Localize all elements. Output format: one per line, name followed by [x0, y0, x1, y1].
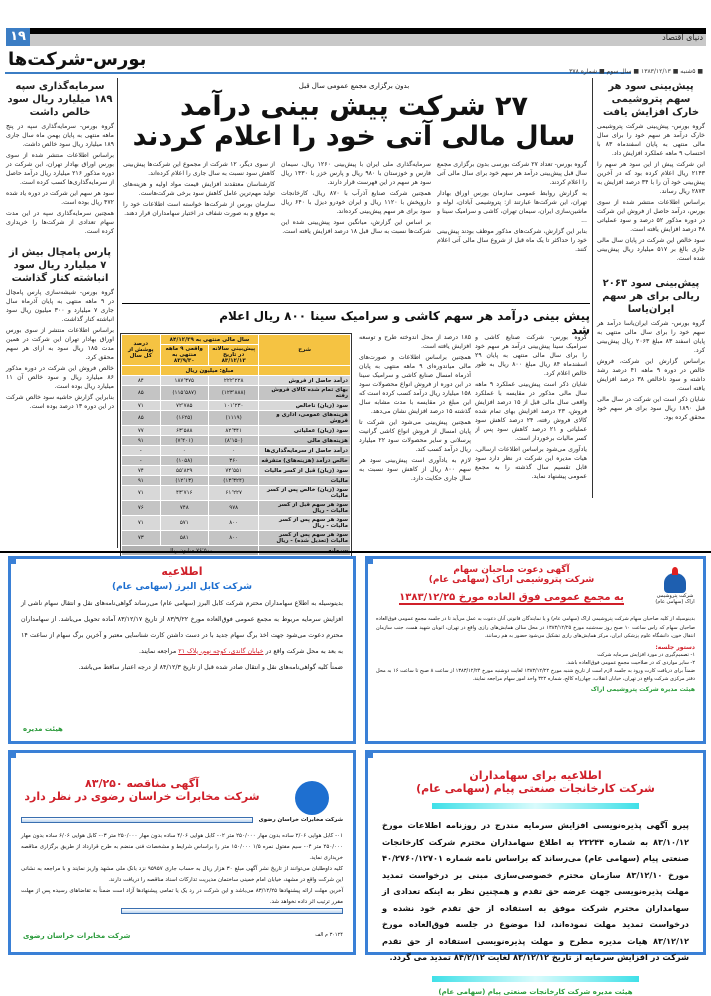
paragraph: همچنین شرکت صنایع آذرآب با ۸۷۰ ریال، کارخانجات داروپخش با ۱۱۲۰ ریال و ایران خودرو دیزل با ۶۴۰ ریال سود برای هر سهم پیش‌بینی کرده‌اند. — [281, 190, 431, 215]
row-label: هزینه‌های عمومی، اداری و فروش — [259, 411, 351, 426]
cell: ۲۲۲٬۲۲۸ — [208, 376, 258, 386]
table-row — [122, 401, 351, 411]
text-column — [359, 333, 471, 545]
paragraph: سود خالص این شرکت در پایان سال مالی جاری بالغ بر ۵۱۷ میلیارد ریال پیش‌بینی شده است. — [597, 237, 705, 262]
cell: ۸۴ — [122, 376, 161, 386]
column-header: پیش‌بینی سالانه در تاریخ ۸۳/۱۲/۱۳ — [208, 345, 258, 366]
text-column — [475, 333, 587, 545]
left-column — [6, 80, 114, 413]
paragraph: همچنین براساس اطلاعات و صورت‌های مالی میاندوره‌ای ۹ ماهه منتهی به پایان آذرماه امسال صنایع کاشی و سرامیک سینا در این دوره از فروش انواع محصولات سود ۱۵۸ میلیارد ریال درآمد کسب کرده است که این مبلغ در مقایسه با مدت مشابه سال گذشته ۱۵ درصد افزایش نشان می‌دهد. — [359, 354, 471, 415]
divider — [0, 551, 711, 553]
cell: ۷۳ — [122, 531, 161, 546]
cell: ۶۱٬۲۲۷ — [208, 486, 258, 501]
cell: ۶۳٬۵۸۸ — [160, 426, 208, 436]
cell: ۸۰۰ — [208, 531, 258, 546]
cell: (۱۳٬۳۲۴) — [208, 476, 258, 486]
story-title: پیش‌بینی سود هر سهم پتروشیمی خارک افزایش یافت — [602, 81, 700, 118]
row-label: بهای تمام شده کالای فروش رفته — [259, 386, 351, 401]
column-header: سال مالی منتهی به ۸۴/۱۲/۲۹ — [160, 335, 259, 345]
ad-footer: شرکت مخابرات خراسان رضوی — [23, 932, 131, 940]
company-logo: شرکت پتروشیمی اراک (سهامی عام) — [655, 573, 695, 605]
cell: ۷۷ — [122, 426, 161, 436]
ad-body: ۰۱- کابل هوایی ۲/۰۶ ساده بدون مهار ۲۵۰/۰۰۰ متر ۰۲- کابل هوایی ۴/۰۶ ساده بدون مهار ۲۵۰/۰۰۰ متر ۰۳- کابل هوایی ۶/۰۶ ساده بدون مهار ۲۵۰/۰۰۰ متر ۰۴- سیم مفتول نمره ۱/۵ ۱۵۰/۰۰۰ متر را براساس شرایط و مشخصات فنی منضم به طرح قرارداد از طریق برگزاری مناقصه خریداری نماید. کلیه داوطلبان می‌توانند از تاریخ نشر آگهی مبلغ ۳۰ هزار ریال به حساب جاری ۹۵۹۵۷ نزد بانک ملی مشهد واریز نمایند و با مراجعه به نشانی این شرکت واقع در مشهد، خیابان امام خمینی ساختمان مدیریت تدارکات اسناد مناقصه را دریافت دارند. آخرین مهلت ارائه پیشنهادها ۸۳/۱۲/۲۵ می‌باشد و این شرکت در رد یک یا تمامی پیشنهادها آزاد است ضمناً به تقاضاهای رسیده پس از مهلت مقرر ترتیب اثر داده نخواهد شد. — [21, 833, 344, 905]
cell: ۷۱ — [122, 401, 161, 411]
section-rule — [5, 72, 631, 74]
paragraph: بر اساس این گزارش، میانگین سود پیش‌بینی شده این شرکت‌ها نسبت به سال قبل ۱۸ درصد افزایش یافته است. — [281, 219, 431, 235]
row-label: سود هر سهم پس از کسر مالیات - ریال — [259, 516, 351, 531]
cell: (۱۰۵۸) — [160, 456, 208, 466]
cell: ۷۱ — [122, 516, 161, 531]
table-row — [122, 501, 351, 516]
column-header: شرح — [259, 335, 351, 366]
ad-title: شرکت مخابرات خراسان رضوی در نظر دارد — [24, 790, 260, 803]
unit-label: مبلغ: میلیون ریال — [160, 366, 259, 376]
paragraph: شایان ذکر است این شرکت در سال مالی قبل ۱۸۹۰ ریال سود برای هر سهم خود محقق کرده بود. — [597, 396, 705, 421]
text-column — [281, 160, 431, 300]
table-row — [122, 376, 351, 386]
ad-mokhaberat-khorasan — [8, 750, 356, 955]
headline-line: سال مالی آتی خود را اعلام کردند — [132, 121, 576, 152]
cell: (۱۱۱۹) — [208, 411, 258, 426]
text-column — [123, 160, 275, 300]
right-column — [597, 80, 705, 424]
ad-title: به مجمع عمومی فوق العاده مورخ ۱۳۸۳/۱۲/۲۵ — [399, 592, 624, 603]
subheadline: پیش بینی درآمد هر سهم کاشی و سرامیک سینا ۸۰۰ ریال اعلام شد — [219, 309, 590, 337]
ad-title: آگهی مناقصه ۸۳/۲۵۰ — [85, 777, 199, 790]
row-label: سود (زیان) خالص پس از کسر مالیات — [259, 486, 351, 501]
cell: ۵۵٬۸۲۹ — [160, 466, 208, 476]
decorative-bar — [21, 817, 253, 823]
cell: ۱۰۱٬۲۳۰ — [208, 401, 258, 411]
ad-title: شرکت کارخانجات صنعتی پیام (سهامی عام) — [416, 782, 655, 795]
paragraph: گروه بورس- سرمایه‌گذاری سپه در پنج ماهه منتهی به پایان بهمن ماه سال جاری ۱۸۹ میلیارد ریال سود خالص داشت. — [6, 123, 114, 148]
decorative-bar — [432, 803, 639, 809]
row-label: سود (زیان) قبل از کسر مالیات — [259, 466, 351, 476]
row-label: سود (زیان) عملیاتی — [259, 426, 351, 436]
cell: (۱۱۵٬۵۸۷) — [160, 386, 208, 401]
section-title: بورس-شرکت‌ها — [8, 49, 147, 70]
paragraph: براساس گزارش این شرکت، فروش خالص در دوره ۹ ماهه ۴۱ درصد رشد داشته و سود ناخالص ۳۸ درصد افزایش یافته است. — [597, 358, 705, 392]
row-label: سود هر سهم قبل از کسر مالیات - ریال — [259, 501, 351, 516]
cell: ۰ — [160, 446, 208, 456]
telecom-logo-icon — [295, 781, 329, 815]
paragraph: گروه بورس- شیشه‌سازی پارس پامچال در ۹ ماهه منتهی به پایان آذرماه سال جاری ۷ میلیارد و ۳۰۰ میلیون ریال سود انباشته کنار گذاشت. — [6, 289, 114, 323]
story-title: پیش‌بینی سود ۲۰۶۳ ریالی برای هر سهم ایران‌یاسا — [602, 278, 700, 315]
row-label: سود (زیان) ناخالص — [259, 401, 351, 411]
agenda: ۱- تصمیم‌گیری در مورد افزایش سرمایه شرکت ۲- سایر مواردی که در صلاحیت مجمع عمومی فوق‌العاده باشد. — [566, 651, 695, 666]
ad-kabl-alborz — [8, 556, 356, 744]
paragraph: شایان ذکر است پیش‌بینی عملکرد ۹ ماهه سال مالی مذکور در مقایسه با عملکرد واقعی سال مالی قبل از ۱۵ درصد افزایش فروش، ۲۳ درصد افزایش بهای تمام شده کالای فروش رفته، ۲۴ درصد کاهش سود عملیاتی و ۲۱ درصد کاهش سود پس از کسر مالیات برخوردار است. — [475, 381, 587, 442]
paragraph: این شرکت پیش از این سود هر سهم را ۲۱۴۳ ریال اعلام کرده بود که در آخرین پیش‌بینی خود آن را با ۳۴ درصد افزایش به ۲۸۷۳ ریال رساند. — [597, 161, 706, 195]
cell: ۹۱ — [122, 436, 161, 446]
ad-body: پیرو آگهی پذیره‌نویسی افزایش سرمایه مندرج در روزنامه اطلاعات مورخ ۸۳/۱۰/۱۲ به شماره ۲۳۲۴۴ به اطلاع سهامداران محترم شرکت کارخانجات صنعتی پیام (سهامی عام) می‌رساند که براساس نامه شماره ۴۰/۲۷۶۰/۱۲۷۰۱ مورخ ۸۳/۱۲/۱۰ سازمان محترم خصوصی‌سازی مبنی بر درخواست تمدید مهلت پذیره‌نویسی جهت عرضه حق تقدم و همچنین نظر به اینکه تعدادی از سهامداران محترم شرکت موفق به استفاده از حق تقدم خود نشده و درخواست تمدید مهلت نموده‌اند، لذا موضوع در جلسه فوق‌العاده مورخ ۸۳/۱۲/۱۲ هیات مدیره مطرح و مهلت پذیره‌نویسی استفاده از حق تقدم شرکت در افزایش سرمایه از تاریخ ۸۳/۱۲/۱۲ لغایت ۸۴/۲/۱۲ تمدید می گردد. — [382, 820, 689, 962]
paragraph: براساس اطلاعات منتشر شده از سوی بورس اوراق بهادار تهران، این شرکت در دوره مذکور ۲۱۶ میلیارد ریال درآمد حاصل از سرمایه‌گذاری‌ها کسب کرده است. — [6, 152, 114, 186]
ad-company: شرکت کابل البرز (سهامی عام) — [112, 582, 252, 592]
story-title: سرمایه‌گذاری سپه ۱۸۹ میلیارد ریال سود خالص داشت — [7, 81, 113, 118]
cell: ۸۵ — [122, 411, 161, 426]
paragraph: بنابراین گزارش حاشیه سود خالص شرکت در این دوره ۱۳ درصد بوده است. — [6, 394, 114, 410]
headline — [120, 92, 588, 152]
paragraph: سازمان بورس از شرکت‌ها خواسته است اطلاعات خود را به موقع و به صورت شفاف در اختیار سهامداران قرار دهند. — [123, 201, 275, 217]
paragraph: سود هر سهم این شرکت در دوره یاد شده ۴۷۲ ریال بوده است. — [6, 190, 114, 206]
text-column — [437, 160, 587, 300]
cell: ۷۴ — [122, 466, 161, 476]
headline-line: ۲۷ شرکت پیش بینی درآمد — [180, 91, 528, 122]
ad-title: شرکت پتروشیمی اراک (سهامی عام) — [428, 575, 595, 585]
cell: ۴۳٬۷۱۶ — [160, 486, 208, 501]
cell: - — [122, 446, 161, 456]
cell: ۹۱ — [122, 476, 161, 486]
paragraph: گروه بورس- تعداد ۲۷ شرکت بورسی بدون برگزاری مجمع سال قبل پیش‌بینی درآمد هر سهم خود برای سال مالی آتی را اعلام کردند. — [437, 161, 587, 186]
row-label: سود هر سهم پس از کسر مالیات (تعدیل شده) - ریال — [259, 531, 351, 546]
ad-code: ۳۰۱۲۴ م الف — [315, 932, 343, 938]
paragraph: براساس اطلاعات منتشر شده از سوی بورس، درآمد حاصل از فروش این شرکت در دوره مذکور ۵۲ درصد و سود عملیاتی ۴۸ درصد افزایش یافته است. — [597, 199, 706, 233]
paragraph: گروه بورس- پیش‌بینی شرکت پتروشیمی خارک درآمد هر سهم خود را برای سال مالی منتهی به پایان اسفندماه ۸۳ با احتساب ۹ ماهه عملکرد افزایش داد. — [597, 123, 705, 157]
paragraph: گروه بورس- شرکت صنایع کاشی و سرامیک سینا پیش‌بینی درآمد هر سهم خود را برای سال مالی منتهی به پایان ۲۹ اسفندماه ۸۴ ریال مبلغ ۸۰۰ ریال به طور خالص اعلام کرد. — [475, 334, 587, 377]
paragraph: خالص فروش این شرکت در دوره مذکور ۸۶ میلیارد ریال و سود خالص آن ۱۱ میلیارد ریال بوده است. — [6, 365, 114, 390]
paragraph: لازم به یادآوری است پیش‌بینی سود هر سهم ۸۰۰ ریال از کاهش سود نسبت به سال جاری حکایت دارد. — [359, 457, 471, 482]
ad-footer: هیئت مدیره شرکت پتروشیمی اراک — [590, 685, 695, 693]
ad-body: بدینوسیله به اطلاع سهامداران محترم شرکت کابل البرز (سهامی عام) می‌رساند گواهی‌نامه‌های نقل و انتقال سهام ناشی از افزایش سرمایه مربوط به مجمع عمومی فوق‌العاده مورخ ۸۳/۹/۲۲ از تاریخ ۸۳/۱۲/۱۷ آماده تحویل می‌باشد. از سهامداران محترم دعوت می‌شود جهت اخذ برگ سهام جدید با در دست داشتن کارت شناسایی معتبر و آخرین برگ سهام از ساعت ۱۴ به بعد به محل شرکت واقع در خیابان گاندی، کوچه نهم، پلاک ۲۱ مراجعه نمایند. ضمناً کلیه گواهی‌نامه‌های نقل و انتقال صادر شده قبل از تاریخ ۸۴/۱۲/۳ از درجه اعتبار ساقط می‌باشد. — [21, 600, 344, 671]
cell: ۷۴۸ — [160, 501, 208, 516]
cell: ۷۴٬۵۵۱ — [208, 466, 258, 476]
newspaper-logo: دنیای اقتصاد — [662, 33, 703, 42]
table-row — [122, 446, 351, 456]
paragraph: به گزارش روابط عمومی سازمان بورس اوراق بهادار تهران، این شرکت‌ها عبارتند از: پتروشیمی آبادان، لوله و ماشین‌سازی ایران، سیمان تهران، کاشی و سرامیک سینا و ... — [437, 190, 587, 224]
page-number: ۱۹ — [6, 28, 30, 46]
ad-petrochemical-arak — [365, 556, 706, 744]
paragraph: ۱۸۵ درصد از محل اندوخته طرح و توسعه افزایش یافته است. — [359, 334, 471, 350]
table-row — [122, 466, 351, 476]
paragraph: گروه بورس- شرکت ایران‌یاسا درآمد هر سهم خود را برای سال مالی منتهی به پایان اسفند ۸۳ مبلغ ۲۰۶۳ ریال پیش‌بینی کرد. — [597, 320, 705, 354]
cell: ۷۲٬۷۸۵ — [160, 401, 208, 411]
paragraph: از سوی دیگر، ۱۲ شرکت از مجموع این شرکت‌ها پیش‌بینی کاهش سود نسبت به سال جاری را اعلام کرده‌اند. — [123, 161, 275, 177]
column-divider — [117, 78, 118, 548]
ad-body: بدینوسیله از کلیه صاحبان سهام شرکت پتروشیمی اراک (سهامی عام) و یا نمایندگان قانونی آنان دعوت به عمل می‌آید تا در جلسه مجمع عمومی فوق‌العاده صاحبان سهام که راس ساعت ۱۰ صبح روز سه‌شنبه مورخ ۱۳۸۳/۱۲/۲۵ در محل سالن همایش‌های رازی واقع در تهران، اتوبان شهید همت، جنب سازمان انتقال خون، دانشگاه علوم پزشکی ایران، مرکز همایش‌های رازی تشکیل می‌شود حضور به هم رسانند. — [376, 616, 696, 639]
cell: (۱۲٬۱۳) — [160, 476, 208, 486]
paragraph: کارشناسان معتقدند افزایش قیمت مواد اولیه و هزینه‌های تولید مهم‌ترین عامل کاهش سود برخی شرکت‌هاست. — [123, 181, 275, 197]
paragraph: یادآوری می‌شود براساس اطلاعات ارسالی، هیات مدیره این شرکت در نظر دارد سود قابل تقسیم سال گذشته را به مجمع عمومی پیشنهاد نماید. — [475, 446, 587, 480]
paragraph: بنابر این گزارش، شرکت‌های مذکور موظف بودند پیش‌بینی خود را حداکثر تا یک ماه قبل از شروع سال مالی آتی اعلام کنند. — [437, 228, 587, 253]
table-row — [122, 456, 351, 466]
table-row — [122, 531, 351, 546]
header-band — [30, 34, 706, 46]
cell: ۸۰۰ — [208, 516, 258, 531]
cell: ۷۱ — [122, 486, 161, 501]
table-row — [122, 486, 351, 501]
ad-note: ضمناً برای دریافت کارت ورود به جلسه لازم است از تاریخ شنبه مورخ ۱۳۸۳/۱۲/۲۲ لغایت دوشنبه مورخ ۱۳۸۳/۱۲/۲۴ از ساعت ۸ صبح تا ساعت ۱۶ به محل دفتر مرکزی شرکت واقع در تهران، خیابان انقلاب، چهارراه کالج، شماره ۳۲۲ واحد امور سهام مراجعه نمایند. — [376, 667, 695, 682]
dateline: ■ ۵شنبه ■ ۱۳۸۳/۱۲/۱۳ ■ سال سوم ■ شماره ۳۷۸ — [569, 68, 703, 75]
cell: ۰ — [208, 446, 258, 456]
table-row — [122, 516, 351, 531]
cell: (۱۶۲۵) — [160, 411, 208, 426]
column-divider — [592, 78, 593, 498]
column-header: واقعی ۹ ماهه منتهی به ۸۳/۹/۳۰ — [160, 345, 208, 366]
decorative-bar — [121, 908, 343, 914]
paragraph: براساس اطلاعات منتشر از سوی بورس اوراق بهادار تهران این شرکت در همین مدت ۱۸۵ ریال سود به ازای هر سهم محقق کرد. — [6, 327, 115, 361]
kicker: بدون برگزاری مجمع عمومی سال قبل — [298, 82, 410, 90]
row-label: درآمد حاصل از سرمایه‌گذاری‌ها — [259, 446, 351, 456]
cell: ۸۲٬۳۴۱ — [208, 426, 258, 436]
paragraph: سرمایه‌گذاری ملی ایران با پیش‌بینی ۱۲۶۰ ریال، سیمان فارس و خوزستان با ۹۸۰ ریال و پارس خزر با ۱۴۳۰ ریال سود هر سهم در این فهرست قرار دارند. — [281, 161, 431, 186]
cell: (۱۲۳٬۸۸۸) — [208, 386, 258, 401]
decorative-bar — [432, 976, 639, 982]
cell: - — [122, 456, 161, 466]
story-title: پارس پامچال بیش از ۷ میلیارد ریال سود انباشته کنار گذاشت — [8, 247, 111, 284]
row-label: مالیات — [259, 476, 351, 486]
table-row — [122, 436, 351, 446]
financial-table — [120, 333, 352, 557]
column-header: درصد پوشش از کل سال — [122, 335, 161, 366]
table-row — [122, 386, 351, 401]
cell: ۱۸۷٬۳۷۵ — [160, 376, 208, 386]
ad-title: اطلاعیه برای سهامداران — [469, 769, 602, 782]
logo-caption: شرکت مخابرات خراسان رضوی — [258, 817, 343, 823]
divider — [122, 303, 590, 304]
cell: ۳۶۰ — [208, 456, 258, 466]
cell: (۷٬۴۰۱) — [160, 436, 208, 446]
ad-footer: هیئت مدیره شرکت کارخانجات صنعتی پیام (سهامی عام) — [438, 987, 633, 996]
address-link: خیابان گاندی، کوچه نهم، پلاک ۲۱ — [178, 648, 264, 655]
paragraph: همچنین پیش‌بینی می‌شود این شرکت تا پایان امسال از فروش انواع کاشی گرانیت پرسلانی و سایر محصولات سود ۲۲ میلیارد ریال درآمد کسب کند. — [359, 419, 471, 453]
row-label: خالص درآمد (هزینه‌های) متفرقه — [259, 456, 351, 466]
table-row — [122, 426, 351, 436]
row-label: درآمد حاصل از فروش — [259, 376, 351, 386]
table-row — [122, 411, 351, 426]
ad-payam — [365, 750, 706, 996]
cell: ۵۷۱ — [160, 516, 208, 531]
ad-title: اطلاعیه — [161, 565, 203, 578]
paragraph: همچنین سرمایه‌گذاری سپه در این مدت سهام تعدادی از شرکت‌ها را خریداری کرده است. — [6, 210, 114, 235]
agenda-title: دستور جلسه: — [655, 643, 695, 651]
cell: (۸٬۱۵۰) — [208, 436, 258, 446]
ad-footer: هیئت مدیره — [23, 725, 63, 733]
cell: ۵۸۱ — [160, 531, 208, 546]
cell: ۹۷۸ — [208, 501, 258, 516]
row-label: هزینه‌های مالی — [259, 436, 351, 446]
table-row — [122, 476, 351, 486]
ad-title: آگهی دعوت صاحبان سهام — [453, 565, 570, 575]
cell: ۷۶ — [122, 501, 161, 516]
cell: ۸۵ — [122, 386, 161, 401]
